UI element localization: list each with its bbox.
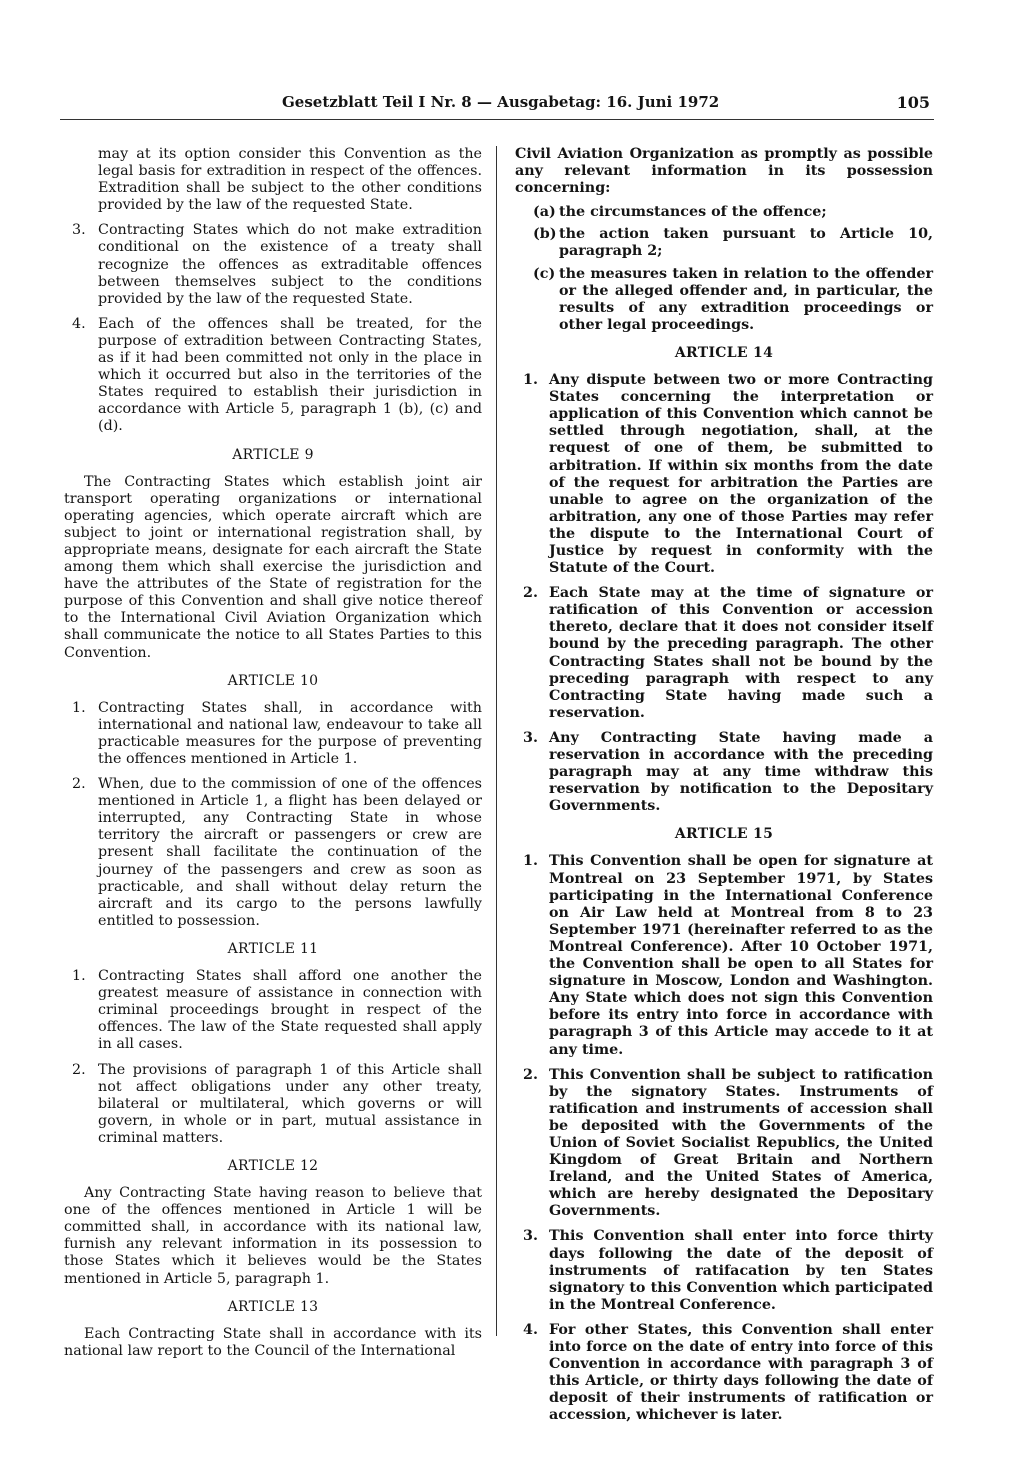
paragraph-text: Contracting States shall afford one another the greatest measure of assistance in connection with criminal proceedings brought in respect of the offences. The law of the State requested shall apply in all cases.: [98, 968, 482, 1053]
paragraph-text: For other States, this Convention shall enter into force on the date of entry into force of this Convention in accordance with paragraph 3 of this Article, or thirty days following the date of deposit of their instruments of ratification or accession, whichever is later.: [549, 1321, 933, 1424]
article-12-text: Any Contracting State having reason to believe that one of the offences mentioned in Article 1 will be committed shall, in accordance with its national law, furnish any relevant information in its possession to those States which it believes would be the States mentioned in Article 5, paragraph 1.: [64, 1185, 482, 1287]
gazette-title: Gesetzblatt Teil I Nr. 8 — Ausgabetag: 16. Juni 1972: [282, 93, 720, 111]
paragraph-text: Each of the offences shall be treated, for the purpose of extradition between Contracting States, as if it had been committed not only in the place in which it occurred but also in the territories of the States required to establish their jurisdiction in accordance with Article 5, paragraph 1 (b), (c) and (d).: [98, 315, 482, 435]
article-13-heading: ARTICLE 13: [227, 1298, 319, 1315]
page-number: 105: [896, 93, 930, 112]
paragraph-text: When, due to the commission of one of the offences mentioned in Article 1, a flight has been delayed or interrupted, any Contracting State in whose territory the aircraft or passengers or crew are present shall facilitate the continuation of the journey of the passengers and crew as soon as practicable, and shall without delay return the aircraft and its cargo to the persons lawfully entitled to possession.: [98, 776, 482, 929]
article-14-paragraph-2: [515, 585, 933, 722]
item-label: (b): [533, 226, 557, 243]
article-15-paragraph-3: [515, 1228, 933, 1313]
paragraph-number: 2.: [523, 1066, 538, 1083]
paragraph-text: The provisions of paragraph 1 of this Article shall not affect obligations under any other treaty, bilateral or multilateral, which governs or will govern, in whole or in part, mutual assistance in criminal matters.: [98, 1061, 482, 1146]
paragraph-text: Each State may at the time of signature or ratification of this Convention or accession thereto, declare that it does not consider itself bound by the preceding paragraph. The other Contracting States shall not be bound by the preceding paragraph with respect to any Contracting State having made such a reservation.: [549, 585, 933, 721]
paragraph-text: Contracting States which do not make extradition conditional on the existence of a treaty shall recognize the offences as extraditable offences between themselves subject to the conditions provided by the law of the requested State.: [98, 222, 482, 307]
right-column: [515, 146, 933, 1432]
paragraph-text: This Convention shall enter into force thirty days following the date of the deposit of instruments of ratifacation by ten States signatory to this Convention which participated in the Montreal Conference.: [549, 1228, 933, 1313]
paragraph-number: 1.: [523, 372, 538, 389]
article-13-item-b: [515, 226, 933, 260]
paragraph-number: 3.: [523, 1228, 538, 1245]
article-11-paragraph-1: [64, 968, 482, 1053]
paragraph-text: This Convention shall be subject to ratification by the signatory States. Instruments of ratification and instruments of accession shall be deposited with the Governments of the Union of Soviet Socialist Republics, the United Kingdom of Great Britain and Northern Ireland, and the United States of America, which are hereby designated the Depositary Governments.: [549, 1066, 933, 1220]
article-10-paragraph-2: [64, 776, 482, 930]
article-8-continuation: may at its option consider this Convention as the legal basis for extradition in respect of the offences. Extradition shall be subject to the other conditions provided by the law of the requested State.: [98, 146, 482, 214]
article-14-paragraph-3: [515, 730, 933, 815]
article-8-paragraph-3: [64, 222, 482, 307]
article-15-heading: ARTICLE 15: [674, 826, 774, 843]
article-13-item-c: [515, 266, 933, 334]
article-9-heading: ARTICLE 9: [232, 446, 314, 463]
item-text: the action taken pursuant to Article 10, paragraph 2;: [559, 226, 933, 260]
article-15-paragraph-1: [515, 853, 933, 1058]
paragraph-text: Contracting States shall, in accordance with international and national law, endeavour to take all practicable measures for the purpose of preventing the offences mentioned in Article 1.: [98, 699, 482, 767]
item-label: (c): [533, 265, 556, 282]
paragraph-text: This Convention shall be open for signature at Montreal on 23 September 1971, by States participating in the International Conference on Air Law held at Montreal from 8 to 23 September 1971 (hereinafter referred to as the Montreal Conference). After 10 October 1971, the Convention shall be open to all States for signature in Moscow, London and Washington. Any State which does not sign this Convention before its entry into force in accordance with paragraph 3 of this Article may accede to it at any time.: [549, 853, 933, 1058]
article-13-item-a: [515, 204, 933, 221]
article-15-paragraph-2: [515, 1067, 933, 1221]
item-text: the circumstances of the offence;: [559, 204, 827, 221]
article-12-heading: ARTICLE 12: [227, 1157, 319, 1174]
article-13-continuation: Civil Aviation Organization as promptly as possible any relevant information in its possession concerning:: [515, 146, 933, 197]
column-divider: [496, 146, 497, 1336]
left-column: [64, 146, 482, 1367]
page-header: [60, 93, 934, 123]
paragraph-number: 2.: [523, 585, 538, 602]
paragraph-number: 3.: [523, 729, 538, 746]
article-14-paragraph-1: [515, 372, 933, 577]
paragraph-number: 1.: [72, 968, 86, 985]
article-15-paragraph-4: [515, 1322, 933, 1425]
paragraph-number: 2.: [72, 776, 86, 793]
article-10-paragraph-1: [64, 700, 482, 768]
paragraph-number: 2.: [72, 1061, 86, 1078]
header-rule: [60, 119, 934, 120]
paragraph-text: Any Contracting State having made a reservation in accordance with the preceding paragraph may at any time withdraw this reservation by notification to the Depositary Governments.: [549, 729, 933, 815]
paragraph-text: Any dispute between two or more Contracting States concerning the interpretation or application of this Convention which cannot be settled through negotiation, shall, at the request of one of them, be submitted to arbitration. If within six months from the date of the request for arbitration the Parties are unable to agree on the organization of the arbitration, any one of those Parties may refer the dispute to the International Court of Justice by request in conformity with the Statute of the Court.: [549, 372, 933, 577]
article-13-text: Each Contracting State shall in accordance with its national law report to the Council of the International: [64, 1325, 482, 1359]
article-11-heading: ARTICLE 11: [227, 940, 319, 957]
paragraph-number: 1.: [523, 853, 538, 870]
item-label: (a): [533, 204, 556, 221]
article-14-heading: ARTICLE 14: [674, 344, 774, 361]
article-10-heading: ARTICLE 10: [227, 672, 319, 689]
article-9-text: The Contracting States which establish joint air transport operating organizations or international operating agencies, which operate aircraft which are subject to joint or international registration shall, by appropriate means, designate for each aircraft the State among them which shall exercise the jurisdiction and have the attributes of the State of registration for the purpose of this Convention and shall give notice thereof to the International Civil Aviation Organization which shall communicate the notice to all States Parties to this Convention.: [64, 473, 482, 661]
item-text: the measures taken in relation to the offender or the alleged offender and, in particular, the results of any extradition proceedings or other legal proceedings.: [559, 265, 933, 333]
article-8-paragraph-4: [64, 316, 482, 436]
paragraph-number: 1.: [72, 699, 86, 716]
paragraph-number: 3.: [72, 222, 86, 239]
paragraph-number: 4.: [523, 1321, 538, 1338]
article-11-paragraph-2: [64, 1062, 482, 1147]
paragraph-number: 4.: [72, 315, 86, 332]
